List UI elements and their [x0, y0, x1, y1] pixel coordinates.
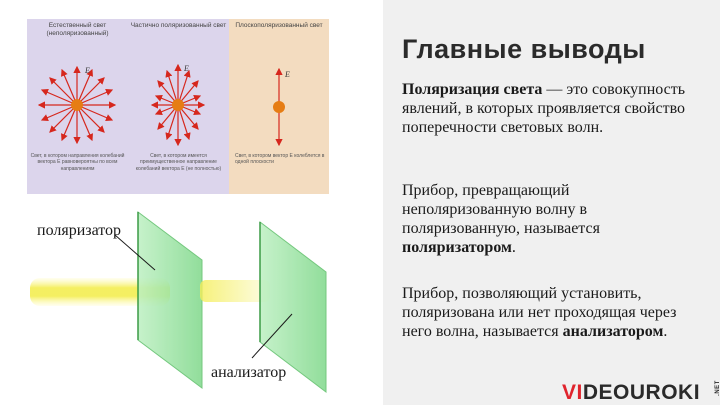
plane-polarized-diagram [229, 19, 329, 153]
term-analyzer: анализатором [562, 323, 664, 340]
vector-e-label: E [285, 70, 290, 79]
term-polarizer: поляризатором [402, 239, 512, 256]
definition-analyzer-end: . [663, 323, 668, 340]
logo-net: .NET [714, 380, 721, 396]
plane-polarized-caption: Свет, в котором вектор E колеблется в одной плоскости [235, 153, 325, 166]
definition-analyzer-text: Прибор, позволяющий установить, поляризована или нет проходящая через него волна, называется [402, 285, 677, 340]
vector-e-label: E [184, 64, 189, 73]
plane-polarized-heading: Плоскополяризованный свет [235, 22, 323, 29]
natural-light-heading: Естественный свет (неполяризованный) [46, 22, 109, 37]
partial-light-caption: Свет, в котором имеется преимущественное направление колебаний вектора E (не полностью) [135, 153, 222, 172]
light-source-ball [172, 99, 184, 111]
definition-polarization-text: — это совокупность явлений, в которых проявляется свойство поперечности световых волн. [402, 81, 686, 136]
logo-letter-v: V [562, 381, 577, 404]
natural-light-diagram [27, 19, 128, 153]
definition-analyzer [402, 284, 702, 341]
logo-letter-i: I [576, 381, 583, 404]
definition-polarizer-end: . [511, 239, 516, 256]
natural-light-column [27, 19, 128, 194]
plane-polarized-column [229, 19, 329, 194]
logo-text: DEOUROKI [582, 381, 701, 404]
polarizer-label: поляризатор [37, 222, 122, 239]
polarizer-plate [138, 212, 202, 388]
natural-light-caption: Свет, в котором направления колебаний вектора E равновероятны по всем направлениям [30, 153, 125, 172]
definition-polarizer [402, 181, 702, 257]
partial-light-column [128, 19, 229, 194]
partial-light-diagram [128, 19, 229, 153]
vector-e-label: E [85, 66, 90, 75]
definition-polarization [402, 80, 702, 137]
polarization-types-figure [27, 19, 329, 194]
slide-title: Главные выводы [402, 34, 646, 64]
light-source-ball [71, 99, 83, 111]
analyzer-label: анализатор [211, 364, 287, 381]
light-source-ball [273, 101, 285, 113]
videouroki-logo [562, 380, 721, 405]
definition-polarizer-text: Прибор, превращающий неполяризованную волну в поляризованную, называется [402, 182, 600, 237]
term-polarization: Поляризация света [402, 81, 543, 98]
partial-light-heading: Частично поляризованный свет [130, 22, 227, 29]
